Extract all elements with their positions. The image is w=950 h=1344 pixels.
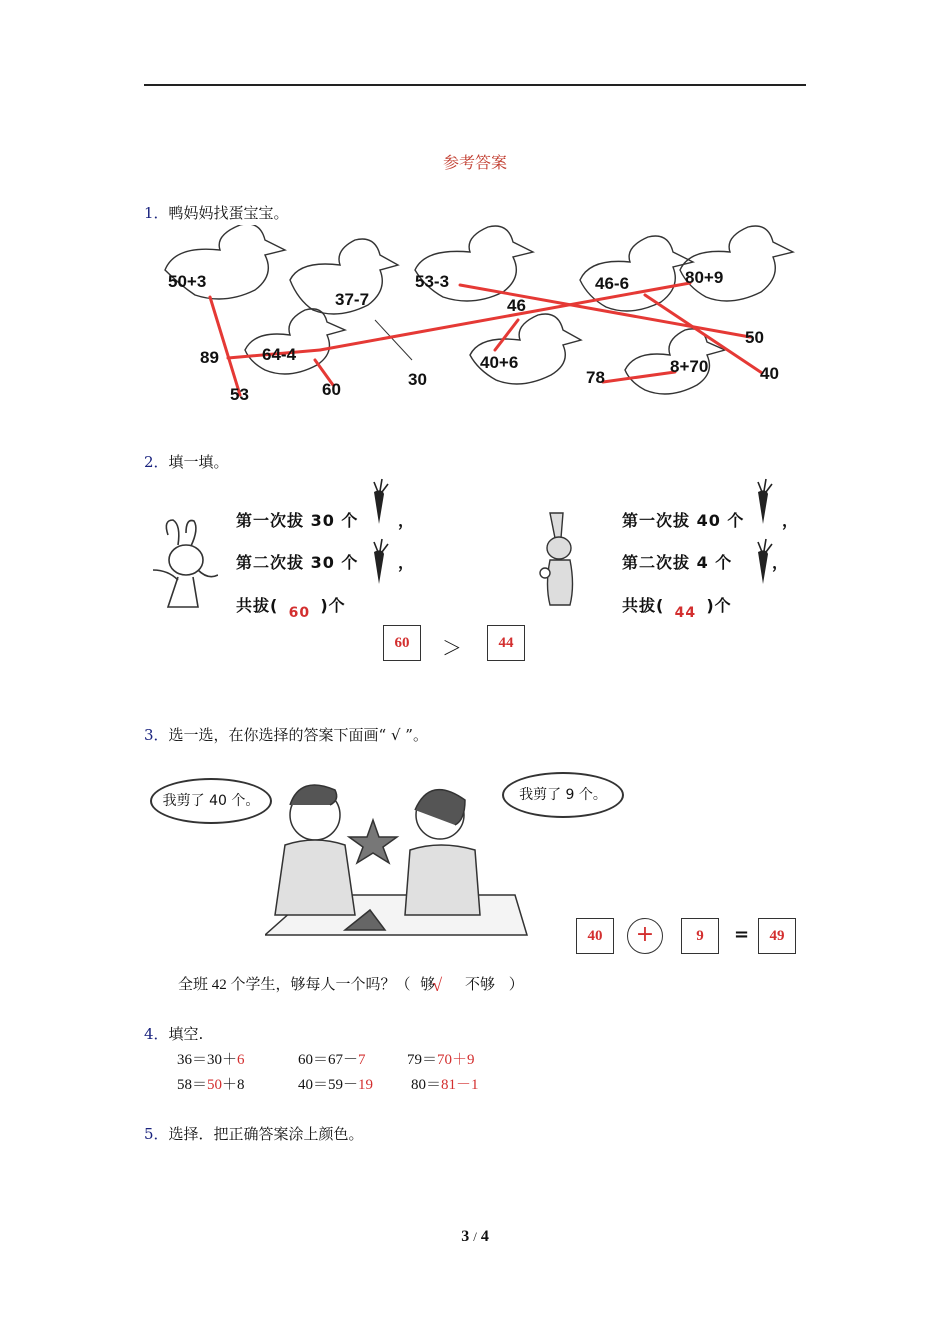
question-5 — [144, 1123, 364, 1144]
speech-bubble: 我剪了 9 个。 — [502, 772, 624, 818]
egg-label: 89 — [200, 348, 219, 367]
equation-box: 49 — [758, 918, 796, 954]
question-4 — [144, 1023, 203, 1044]
speech-bubble: 我剪了 40 个。 — [150, 778, 272, 824]
fill-item: 80＝81－1 — [411, 1077, 479, 1093]
equation-box: 9 — [681, 918, 719, 954]
operator-circle: + — [627, 918, 663, 954]
duck-outline — [680, 226, 793, 301]
duck-matching-figure — [150, 225, 800, 410]
match-line — [495, 320, 518, 350]
duck-label: 50+3 — [168, 272, 207, 291]
duck-label: 40+6 — [480, 353, 519, 372]
check-mark: √ — [432, 975, 443, 995]
duck-outline — [245, 309, 345, 374]
question-text: 填空. — [168, 1025, 204, 1043]
question-text: 选一选，在你选择的答案下面画“ √ ”。 — [168, 726, 428, 744]
option-not-enough[interactable]: 不够 — [465, 977, 496, 993]
egg-label: 40 — [760, 364, 779, 383]
duck-label: 64-4 — [262, 345, 297, 364]
question-text: 鸭妈妈找蛋宝宝。 — [168, 204, 289, 222]
compare-box: 60 — [383, 625, 421, 661]
question-number: 3． — [144, 726, 169, 744]
comma: ， — [782, 511, 800, 530]
duck-label: 37-7 — [335, 290, 370, 309]
fill-row: 第一次拔 40 个 — [622, 511, 745, 530]
question-1 — [144, 202, 289, 223]
equals-sign: = — [734, 924, 750, 945]
header-rule — [144, 84, 806, 86]
duck-outline — [470, 314, 581, 384]
question-number: 5． — [144, 1125, 169, 1143]
fill-row: 第二次拔 30 个 — [236, 553, 359, 572]
fill-item: 40＝59－19 — [298, 1077, 374, 1093]
answer: 60 — [288, 605, 311, 621]
question-number: 1． — [144, 204, 169, 222]
question-3-prompt: 全班 42 个学生，够每人一个吗？（ 够 √ 不够 ） — [178, 975, 524, 995]
comma: ， — [772, 553, 790, 572]
comma: ， — [398, 553, 416, 572]
carrot-icon — [368, 538, 390, 588]
question-text: 选择．把正确答案涂上颜色。 — [168, 1125, 364, 1143]
egg-label: 78 — [586, 368, 605, 387]
carrot-icon — [368, 478, 390, 528]
fill-item: 36＝30＋6 — [177, 1052, 245, 1068]
total-row: 共拔( 44 )个 — [622, 596, 732, 621]
question-number: 2． — [144, 453, 169, 471]
children-illustration — [265, 775, 530, 940]
fill-row: 第二次拔 4 个 — [622, 553, 733, 572]
egg-label: 50 — [745, 328, 764, 347]
duck-label: 80+9 — [685, 268, 724, 287]
question-number: 4． — [144, 1025, 169, 1043]
fill-item: 79＝70＋9 — [407, 1052, 475, 1068]
option-enough[interactable]: 够 √ — [420, 975, 443, 995]
question-3 — [144, 724, 428, 745]
equation-box: 40 — [576, 918, 614, 954]
fill-item: 58＝50＋8 — [177, 1077, 245, 1093]
duck-label: 46-6 — [595, 274, 630, 293]
question-text: 填一填。 — [168, 453, 229, 471]
egg-label: 60 — [322, 380, 341, 399]
compare-operator: ＞ — [442, 636, 462, 660]
match-line — [603, 372, 675, 382]
total-row: 共拔( 60 )个 — [236, 596, 346, 621]
page-title: 参考答案 — [442, 153, 507, 172]
compare-box: 44 — [487, 625, 525, 661]
carrot-icon — [752, 478, 774, 528]
page-number: 3 / 4 — [461, 1228, 489, 1245]
egg-label: 46 — [507, 296, 526, 315]
question-2 — [144, 451, 229, 472]
comma: ， — [398, 511, 416, 530]
duck-label: 53-3 — [415, 272, 450, 291]
duck-label: 8+70 — [670, 357, 709, 376]
fill-item: 60＝67－7 — [298, 1052, 366, 1068]
fill-row: 第一次拔 30 个 — [236, 511, 359, 530]
carrot-icon — [752, 538, 774, 588]
rabbit-right-illustration — [535, 508, 585, 618]
match-line — [210, 297, 240, 395]
egg-label: 30 — [408, 370, 427, 389]
egg-label: 53 — [230, 385, 249, 404]
answer: 44 — [674, 605, 697, 621]
rabbit-left-illustration — [148, 515, 218, 615]
